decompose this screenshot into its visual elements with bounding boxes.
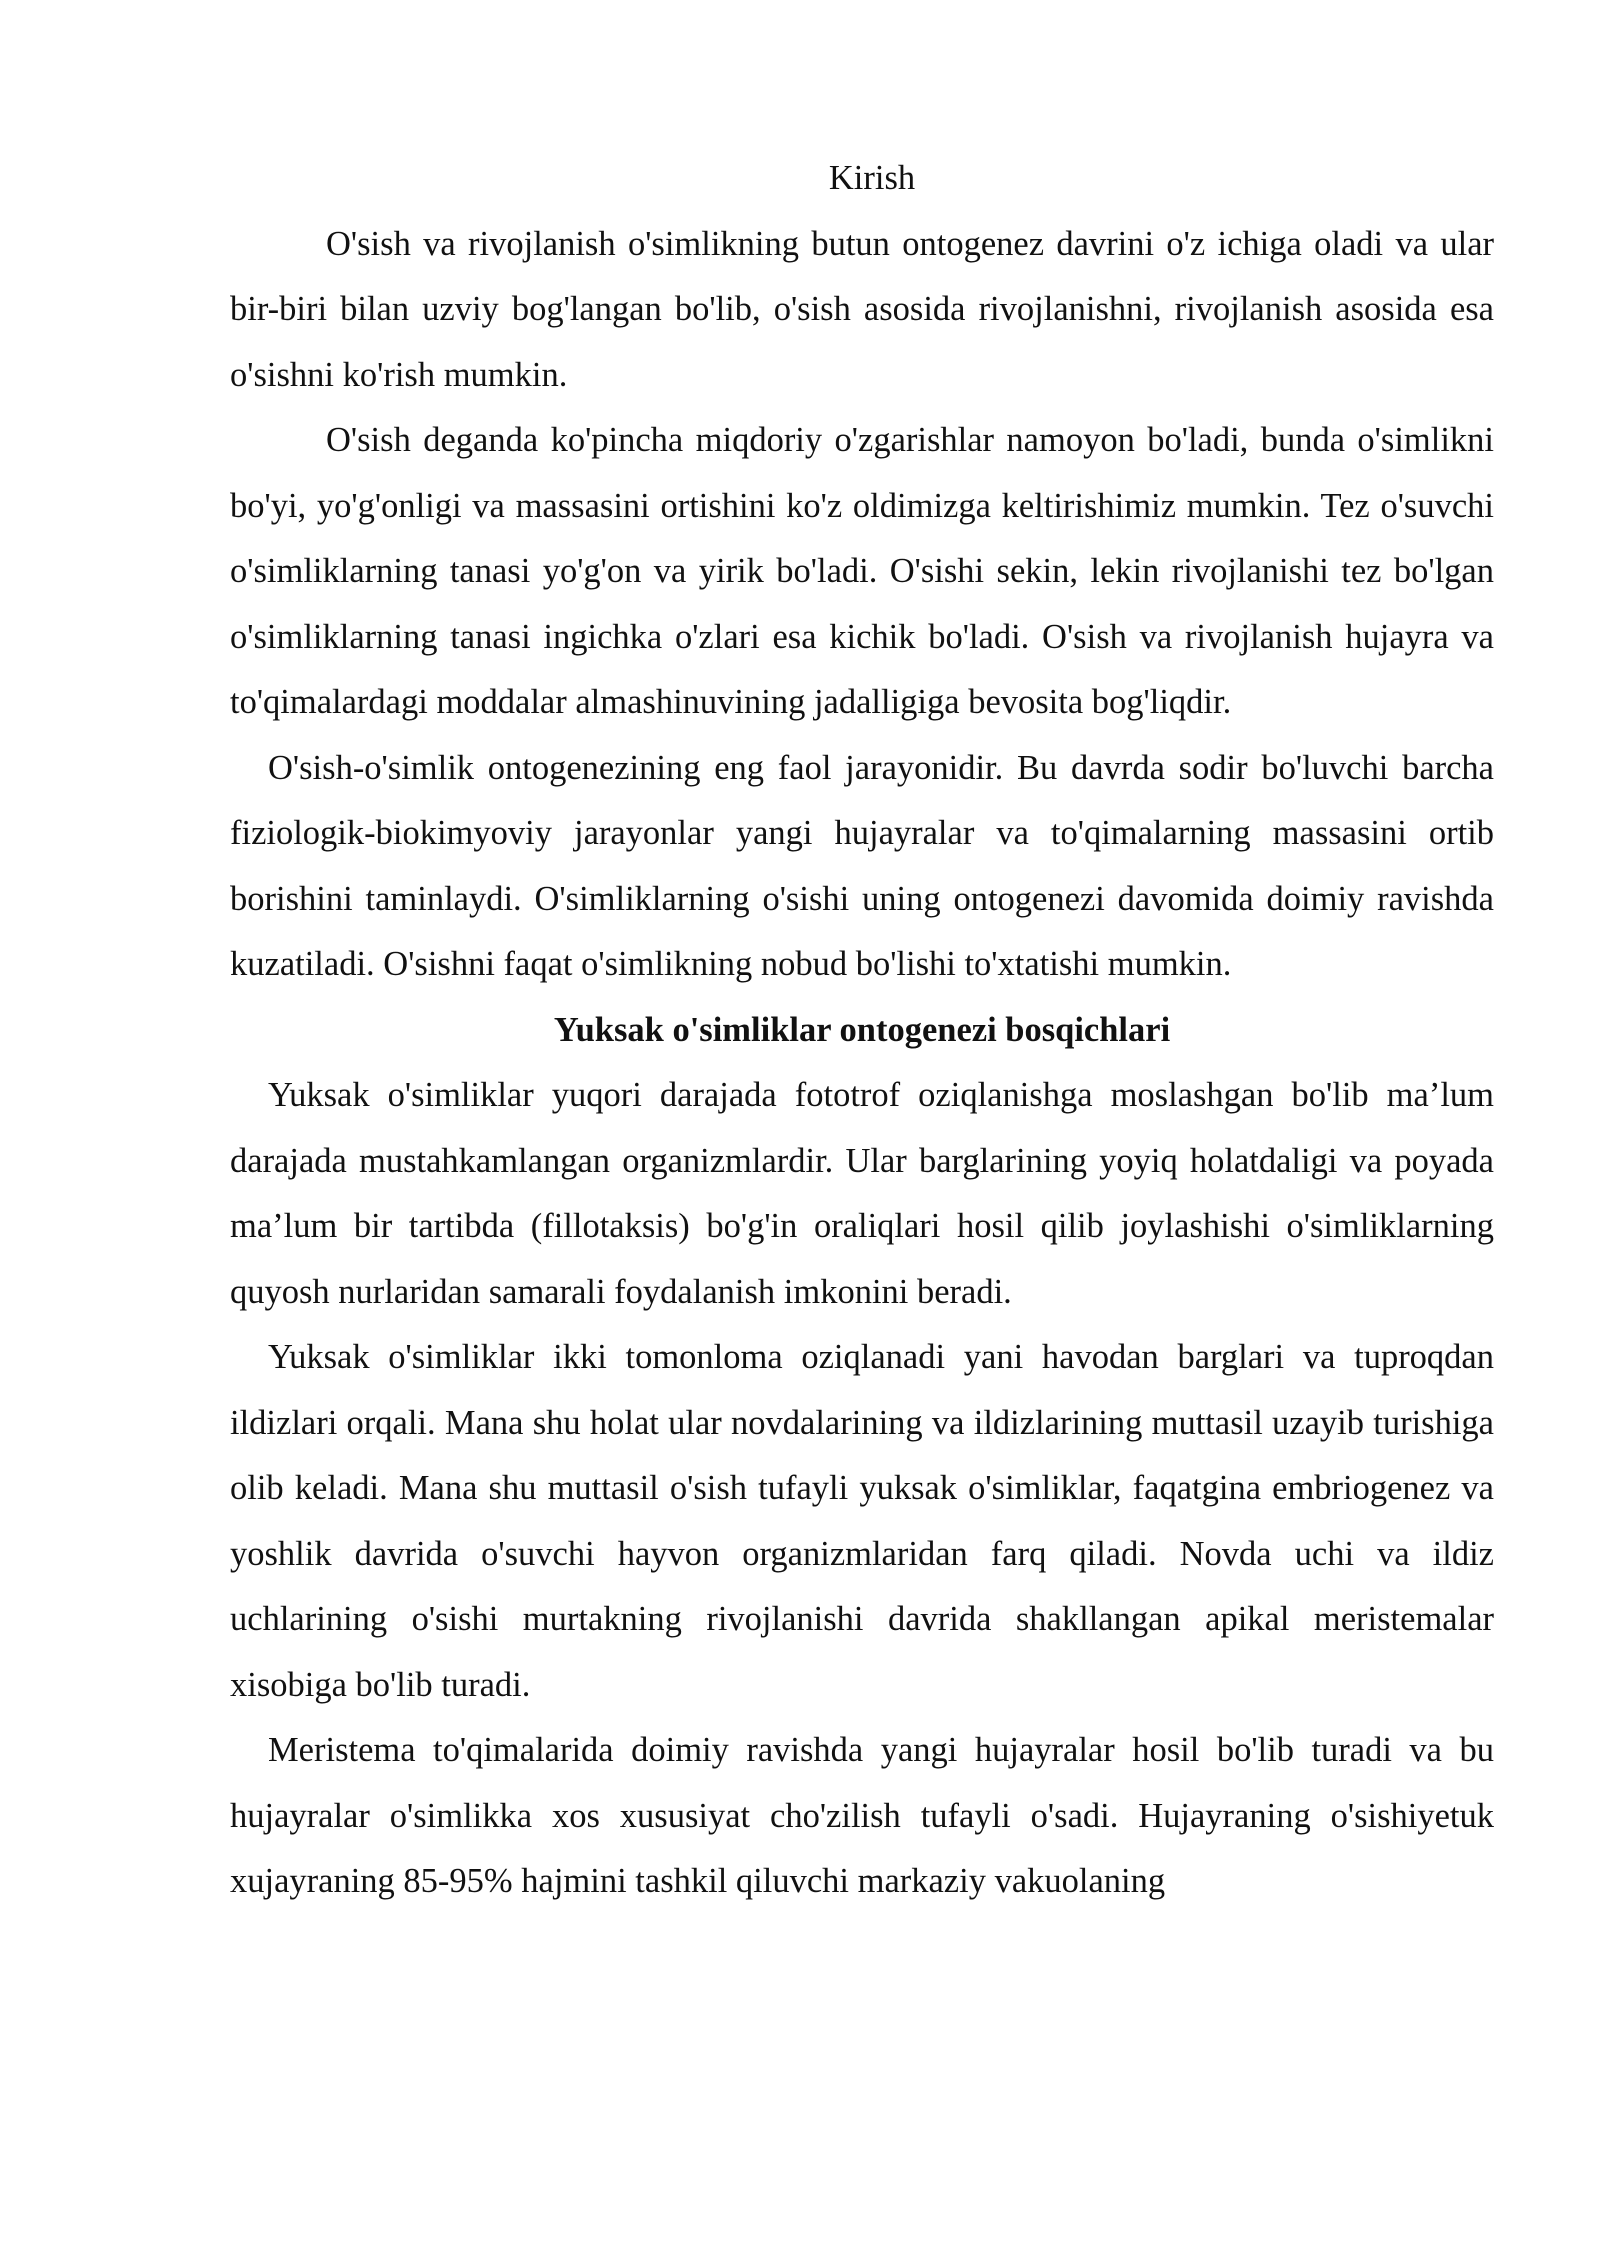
page-title: Kirish bbox=[828, 159, 916, 197]
section-heading: Yuksak o'simliklar ontogenezi bosqichlari bbox=[553, 1010, 1171, 1049]
paragraph: O'sish va rivojlanish o'simlikning butun ontogenez davrini o'z ichiga oladi va ular bir-biri bilan uzviy bog'langan bo'lib, o'sish asosida rivojlanishni, rivojlanish asosida esa o'sishni ko'rish mumkin. bbox=[230, 224, 1494, 394]
paragraph: Yuksak o'simliklar yuqori darajada fototrof oziqlanishga moslashgan bo'lib ma’lum darajada mustahkamlangan organizmlardir. Ular barglarining yoyiq holatdaligi va poyada ma’lum bir tartibda (fillotaksis) bo'g'in oraliqlari hosil qilib joylashishi o'simliklarning quyosh nurlaridan samarali foydalanish imkonini beradi. bbox=[230, 1076, 1494, 1311]
document-page bbox=[230, 146, 1494, 1915]
paragraph: O'sish deganda ko'pincha miqdoriy o'zgarishlar namoyon bo'ladi, bunda o'simlikni bo'yi, yo'g'onligi va massasini ortishini ko'z oldimizga keltirishimiz mumkin. Tez o'suvchi o'simliklarning tanasi yo'g'on va yirik bo'ladi. O'sishi sekin, lekin rivojlanishi tez bo'lgan o'simliklarning tanasi ingichka o'zlari esa kichik bo'ladi. O'sish va rivojlanish hujayra va to'qimalardagi moddalar almashinuvining jadalligiga bevosita bog'liqdir. bbox=[230, 421, 1494, 721]
paragraph: Meristema to'qimalarida doimiy ravishda yangi hujayralar hosil bo'lib turadi va bu hujayralar o'simlikka xos xususiyat cho'zilish tufayli o'sadi. Hujayraning o'sishiyetuk xujayraning 85-95% hajmini tashkil qiluvchi markaziy vakuolaning bbox=[230, 1731, 1494, 1900]
paragraph: O'sish-o'simlik ontogenezining eng faol jarayonidir. Bu davrda sodir bo'luvchi barcha fiziologik-biokimyoviy jarayonlar yangi hujayralar va to'qimalarning massasini ortib borishini taminlaydi. O'simliklarning o'sishi uning ontogenezi davomida doimiy ravishda kuzatiladi. O'sishni faqat o'simlikning nobud bo'lishi to'xtatishi mumkin. bbox=[230, 748, 1494, 983]
paragraph: Yuksak o'simliklar ikki tomonloma oziqlanadi yani havodan barglari va tuproqdan ildizlari orqali. Mana shu holat ular novdalarining va ildizlarining muttasil uzayib turishiga olib keladi. Mana shu muttasil o'sish tufayli yuksak o'simliklar, faqatgina embriogenez va yoshlik davrida o'suvchi hayvon organizmlaridan farq qiladi. Novda uchi va ildiz uchlarining o'sishi murtakning rivojlanishi davrida shakllangan apikal meristemalar xisobiga bo'lib turadi. bbox=[230, 1338, 1494, 1704]
